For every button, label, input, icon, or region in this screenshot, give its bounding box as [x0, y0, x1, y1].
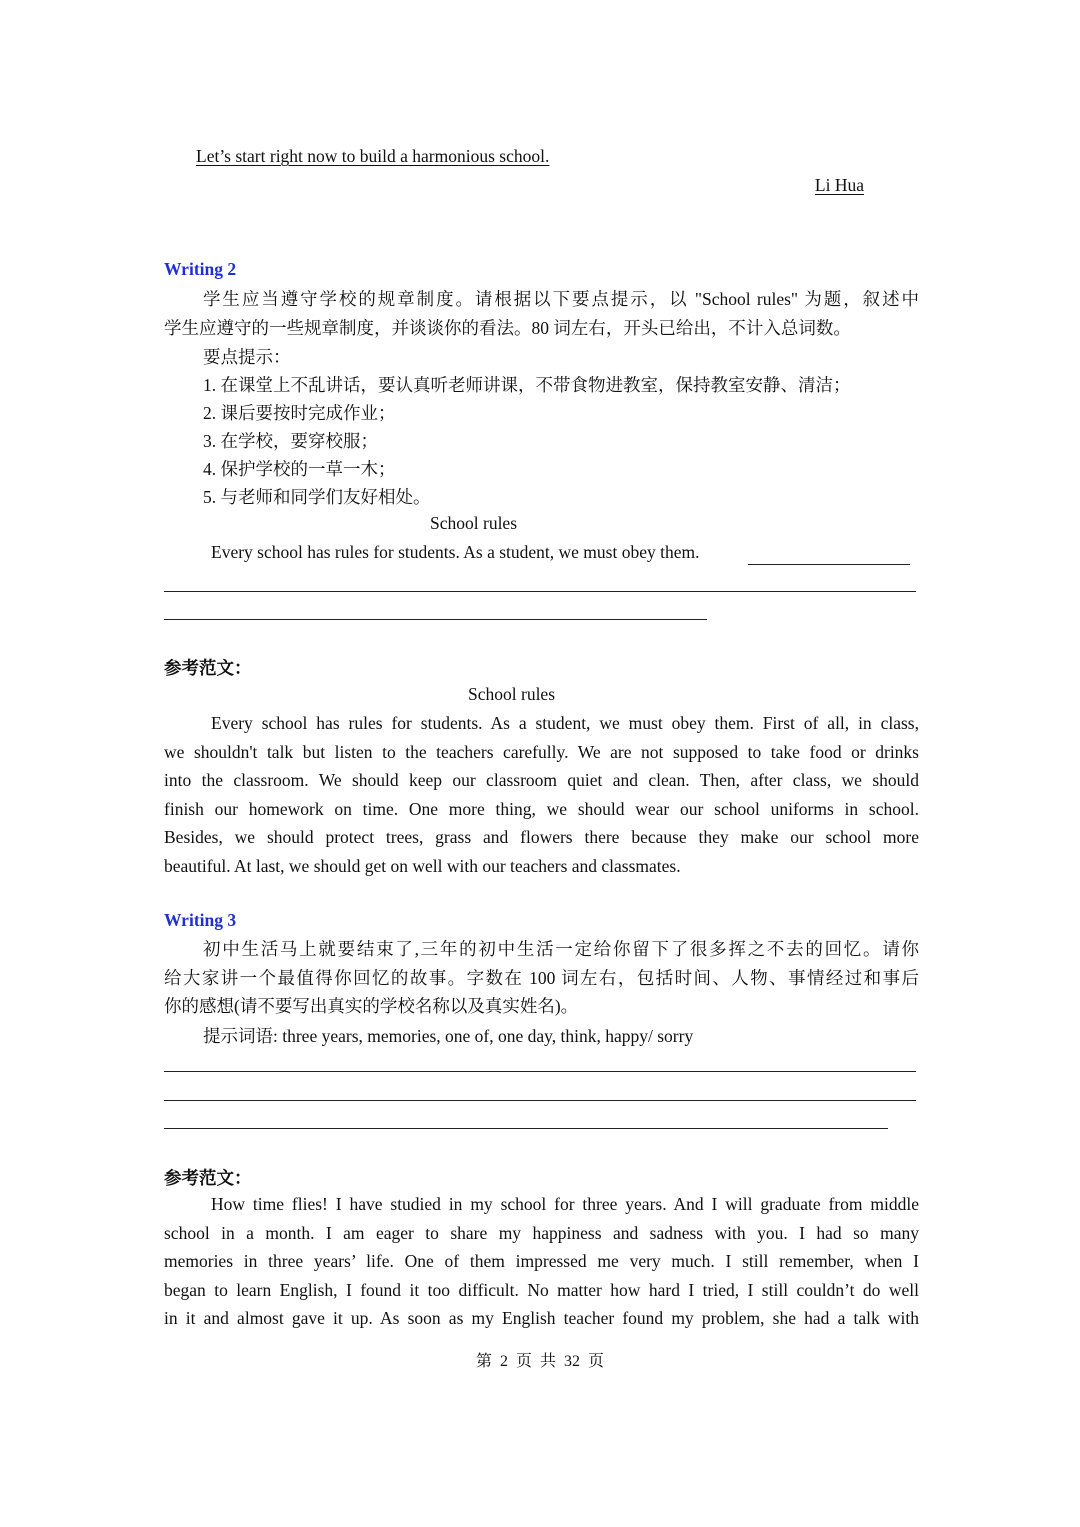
body-line: finish our homework on time. One more thing, we should wear our school uniforms in school.: [164, 798, 919, 819]
writing-3-prompt: [164, 935, 919, 1021]
writing-3-heading: Writing 3: [164, 910, 237, 930]
body-line: in it and almost gave it up. As soon as my English teacher found my problem, she had a talk with: [164, 1308, 919, 1328]
prompt-line: 给大家讲一个最值得你回忆的故事。字数在 100 词左右，包括时间、人物、事情经过和事后: [164, 967, 919, 988]
sample-2-heading: 参考范文：: [164, 658, 252, 678]
body-line: beautiful. At last, we should get on well with our teachers and classmates.: [164, 855, 681, 876]
body-line: memories in three years’ life. One of them impressed me very much. I still remember, when I: [164, 1251, 919, 1271]
answer-line: [164, 1100, 916, 1101]
sample-2-title: School rules: [468, 684, 556, 704]
answer-line: [748, 564, 910, 565]
body-line: we shouldn't talk but listen to the teachers carefully. We are not supposed to take food or drinks: [164, 741, 919, 762]
sample-2-body: [164, 709, 919, 880]
answer-line: [164, 1128, 888, 1129]
essay-start: Every school has rules for students. As a student, we must obey them.: [211, 542, 700, 562]
prompt-line: 学生应遵守的一些规章制度，并谈谈你的看法。80 词左右，开头已给出，不计入总词数。: [164, 317, 851, 338]
point-item: 1. 在课堂上不乱讲话，要认真听老师讲课，不带食物进教室，保持教室安静、清洁；: [203, 375, 851, 395]
sample-3-body: [164, 1190, 919, 1333]
sample-3-heading: 参考范文：: [164, 1168, 252, 1188]
point-item: 4. 保护学校的一草一木；: [203, 459, 396, 479]
page-number: 第 2 页 共 32 页: [475, 1353, 604, 1370]
answer-line: [164, 1071, 916, 1072]
answer-line: [164, 591, 916, 592]
answer-line: [164, 619, 707, 620]
prompt-line: 你的感想(请不要写出真实的学校名称以及真实姓名)。: [164, 996, 579, 1016]
body-line: school in a month. I am eager to share my happiness and sadness with you. I had so many: [164, 1222, 919, 1243]
points-title: 要点提示：: [203, 347, 291, 367]
body-line: Besides, we should protect trees, grass and flowers there because they make our school more: [164, 827, 919, 847]
body-line: How time flies! I have studied in my school for three years. And I will graduate from middle: [211, 1194, 919, 1214]
point-item: 5. 与老师和同学们友好相处。: [203, 487, 431, 507]
body-line: Every school has rules for students. As a student, we must obey them. First of all, in class,: [211, 713, 919, 733]
closing-line: Let’s start right now to build a harmonious school.: [196, 146, 550, 166]
hint-words: 提示词语: three years, memories, one of, one day, think, happy/ sorry: [203, 1026, 694, 1046]
writing-2-heading: Writing 2: [164, 259, 237, 279]
point-item: 3. 在学校，要穿校服；: [203, 431, 378, 451]
signature: Li Hua: [814, 175, 864, 195]
body-line: into the classroom. We should keep our classroom quiet and clean. Then, after class, we should: [164, 770, 919, 790]
body-line: began to learn English, I found it too difficult. No matter how hard I tried, I still couldn’t do well: [164, 1279, 919, 1300]
prompt-line: 学生应当遵守学校的规章制度。请根据以下要点提示，以 "School rules" 为题，叙述中: [203, 289, 919, 309]
prompt-line: 初中生活马上就要结束了,三年的初中生活一定给你留下了很多挥之不去的回忆。请你: [203, 939, 919, 959]
point-item: 2. 课后要按时完成作业；: [203, 403, 396, 423]
essay-title: School rules: [430, 513, 518, 533]
writing-2-prompt: [164, 285, 919, 342]
